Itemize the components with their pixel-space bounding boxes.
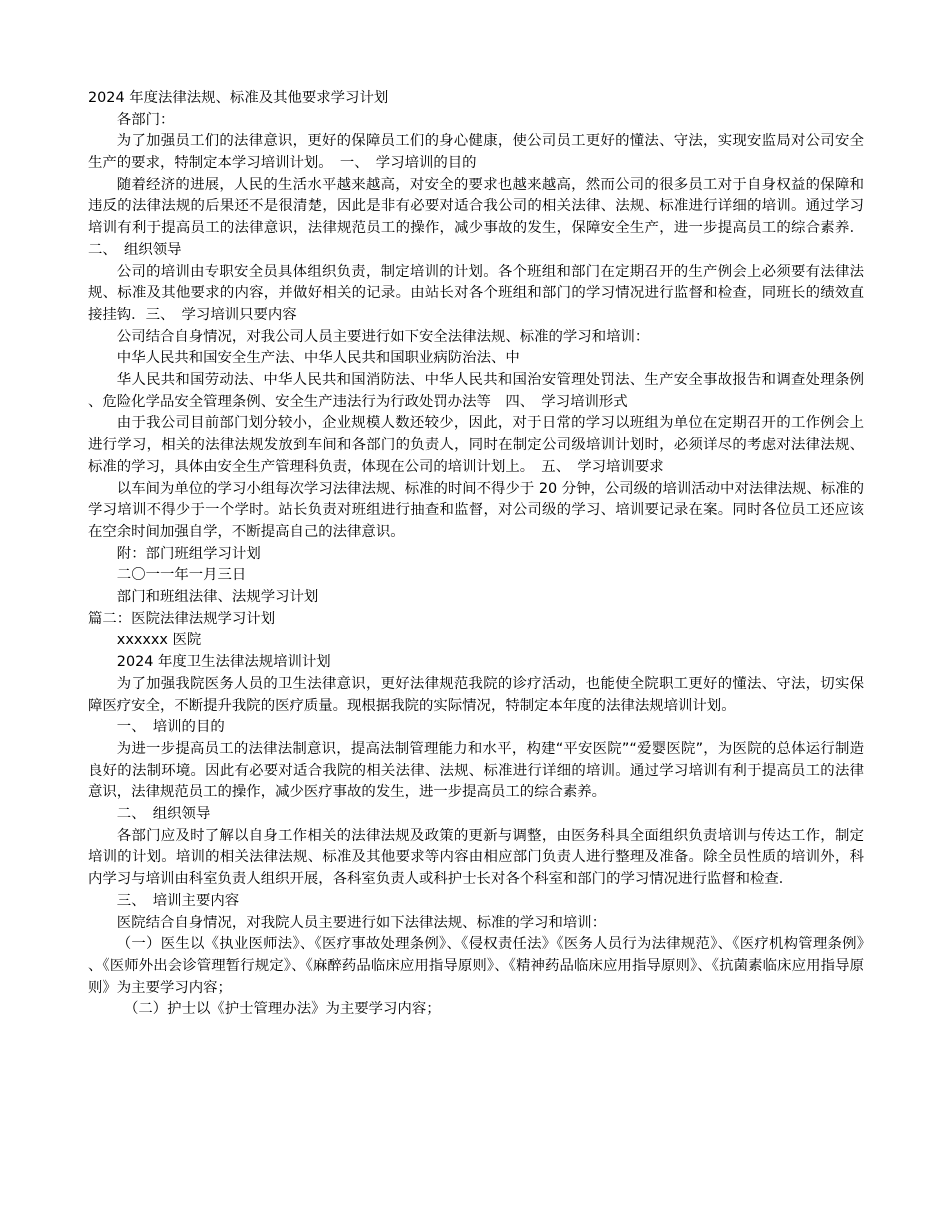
paragraph-organization: 公司的培训由专职安全员具体组织负责，制定培训的计划。各个班组和部门在定期召开的生产例会上必须要有法律法规、标准及其他要求的内容，并做好相关的记录。由站长对各个班组和部门的学习情况进行监督和检查，同班长的绩效直接挂钩．三、 学习培训只要内容 <box>88 263 864 323</box>
attachment-note: 附：部门班组学习计划 <box>116 545 261 562</box>
part2-section-heading-purpose: 一、 培训的目的 <box>116 719 225 736</box>
document-title: 2024 年度法律法规、标准及其他要求学习计划 <box>88 90 389 106</box>
hospital-name: xxxxxx 医院 <box>116 632 202 649</box>
part2-section-heading-organization: 二、 组织领导 <box>116 806 211 823</box>
salutation: 各部门： <box>116 111 175 128</box>
part2-paragraph-nurses: （二）护士以《护士管理办法》为主要学习内容； <box>124 1001 441 1018</box>
part2-paragraph-doctors: （一）医生以《执业医师法》、《医疗事故处理条例》、《侵权责任法》《医务人员行为法律规范》、《医疗机构管理条例》、《医师外出会诊管理暂行规定》、《麻醉药品临床应用指导原则》、《精神药品临床应用指导原则》、《抗菌素临床应用指导原则》为主要学习内容； <box>88 936 864 996</box>
paragraph-requirements: 以车间为单位的学习小组每次学习法律法规、标准的时间不得少于 20 分钟，公司级的培训活动中对法律法规、标准的学习培训不得少于一个学时。站长负责对班组进行抽查和监督，对公司级的学习、培训要记录在案。同时各位员工还应该在空余时间加强自学，不断提高自己的法律意识。 <box>88 480 864 540</box>
paragraph-form: 由于我公司目前部门划分较小，企业规模人数还较少，因此，对于日常的学习以班组为单位在定期召开的工作例会上进行学习，相关的法律法规发放到车间和各部门的负责人，同时在制定公司级培训计划时，必须详尽的考虑对法律法规、标准的学习，具体由安全生产管理科负责，体现在公司的培训计划上。 五、 学习培训要求 <box>88 415 864 475</box>
part2-paragraph-intro: 为了加强我院医务人员的卫生法律意识，更好法律规范我院的诊疗活动，也能使全院职工更好的懂法、守法，切实保障医疗安全，不断提升我院的医疗质量。现根据我院的实际情况，特制定本年度的法律法规培训计划。 <box>88 675 864 714</box>
paragraph-law-list-start: 中华人民共和国安全生产法、中华人民共和国职业病防治法、中 <box>116 350 520 367</box>
part2-section-heading-content: 三、 培训主要内容 <box>116 892 240 909</box>
document-page <box>88 88 864 1021</box>
paragraph-intro: 为了加强员工们的法律意识，更好的保障员工们的身心健康，使公司员工更好的懂法、守法，实现安监局对公司安全生产的要求，特制定本学习培训计划。 一、 学习培训的目的 <box>88 133 864 172</box>
part2-title: 2024 年度卫生法律法规培训计划 <box>116 654 331 671</box>
part2-heading: 篇二：医院法律法规学习计划 <box>88 610 276 627</box>
part2-paragraph-purpose: 为进一步提高员工的法律法制意识，提高法制管理能力和水平，构建“平安医院”“爱婴医院”，为医院的总体运行制造良好的法制环境。因此有必要对适合我院的相关法律、法规、标准进行详细的培训。通过学习培训有利于提高员工的法律意识，法律规范员工的操作，减少医疗事故的发生，进一步提高员工的综合素养。 <box>88 740 864 801</box>
document-date: 二〇一一年一月三日 <box>116 567 247 584</box>
paragraph-purpose: 随着经济的进展，人民的生活水平越来越高，对安全的要求也越来越高，然而公司的很多员工对于自身权益的保障和违反的法律法规的后果还不是很清楚，因此是非有必要对适合我公司的相关法律、法规、标准进行详细的培训。通过学习培训有利于提高员工的法律意识，法律规范员工的操作，减少事故的发生，保障安全生产，进一步提高员工的综合素养．二、 组织领导 <box>88 176 864 258</box>
part2-paragraph-content-intro: 医院结合自身情况，对我院人员主要进行如下法律法规、标准的学习和培训： <box>116 914 607 931</box>
attachment-title: 部门和班组法律、法规学习计划 <box>116 589 319 606</box>
paragraph-law-list: 华人民共和国劳动法、中华人民共和国消防法、中华人民共和国治安管理处罚法、生产安全事故报告和调查处理条例、危险化学品安全管理条例、安全生产违法行为行政处罚办法等 四、 学习培训形式 <box>88 372 864 410</box>
part2-paragraph-organization: 各部门应及时了解以自身工作相关的法律法规及政策的更新与调整，由医务科具全面组织负责培训与传达工作，制定培训的计划。培训的相关法律法规、标准及其他要求等内容由相应部门负责人进行整理及准备。除全员性质的培训外，科内学习与培训由科室负责人组织开展，各科室负责人或科护士长对各个科室和部门的学习情况进行监督和检查． <box>88 827 864 888</box>
paragraph-content-intro: 公司结合自身情况，对我公司人员主要进行如下安全法律法规、标准的学习和培训： <box>116 328 650 345</box>
